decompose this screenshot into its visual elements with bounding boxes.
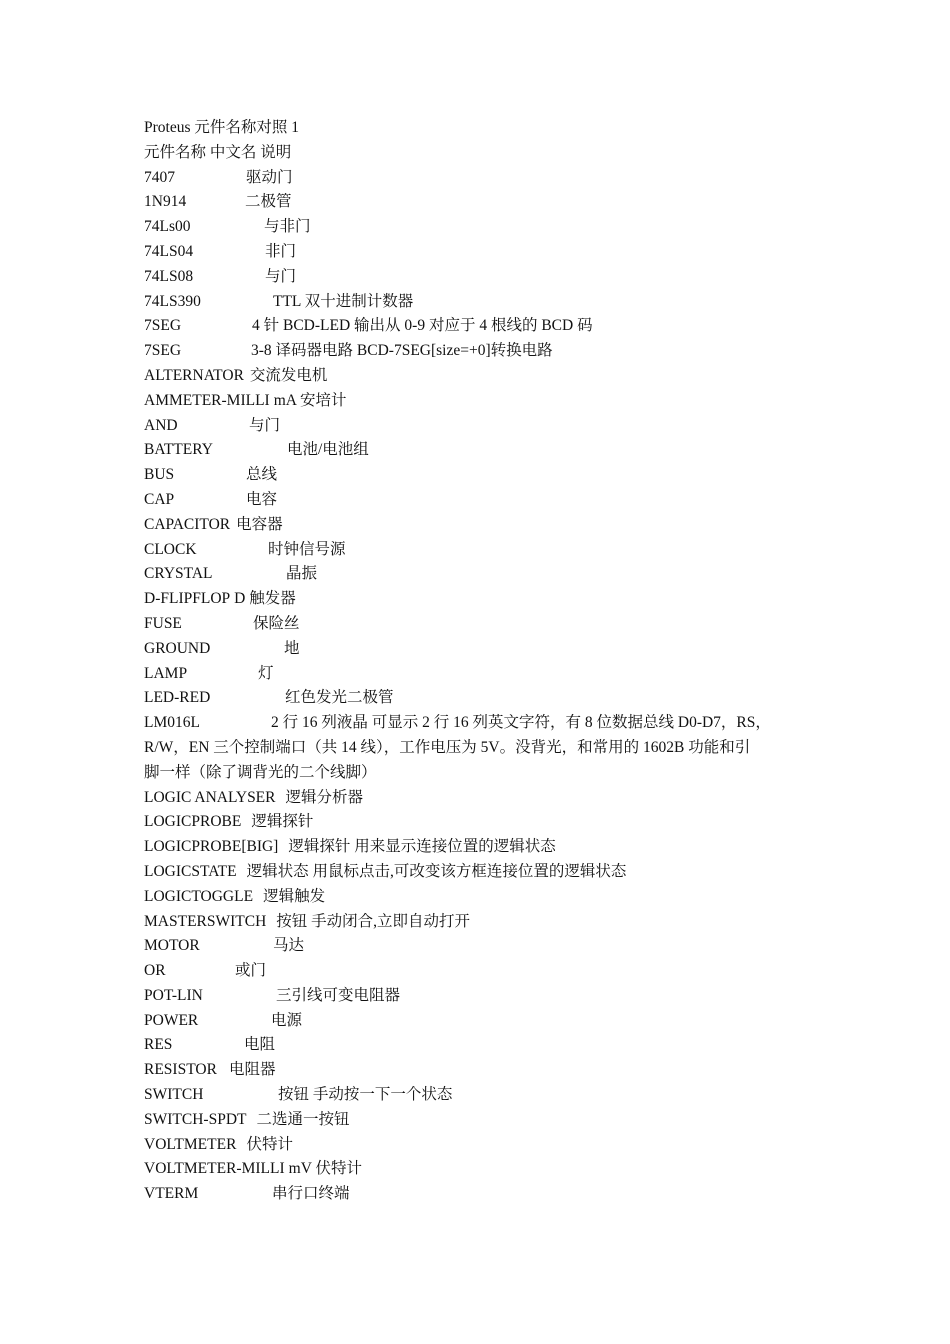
list-item [144,1033,816,1058]
document-body [144,116,816,1207]
component-desc: 伏特计 [246,1135,293,1153]
list-item [144,1058,816,1083]
list-item [144,562,816,587]
component-desc: 保险丝 [253,614,300,632]
component-name: CAPACITOR [144,515,231,533]
component-name: CLOCK [144,540,197,558]
component-name: LED-RED [144,689,211,707]
component-name: LM016L [144,714,200,732]
list-item [144,414,816,439]
component-desc: 逻辑探针 [251,813,314,831]
list-item [144,240,816,265]
component-name: SWITCH [144,1086,204,1104]
list-item [144,364,816,389]
component-name: CAP [144,490,175,508]
component-name: VOLTMETER-MILLI [144,1160,285,1178]
component-name: VOLTMETER [144,1135,237,1153]
component-name: CRYSTAL [144,565,213,583]
component-desc: 三引线可变电阻器 [276,986,401,1004]
component-name: POWER [144,1011,199,1029]
component-name: SWITCH-SPDT [144,1110,247,1128]
component-desc: D 触发器 [234,590,296,608]
component-desc: 逻辑分析器 [285,788,364,806]
component-name: VTERM [144,1185,199,1203]
component-name: BUS [144,466,175,484]
list-item [144,934,816,959]
list-item [144,662,816,687]
component-name: RESISTOR [144,1061,217,1079]
component-desc: 逻辑探针 用来显示连接位置的逻辑状态 [288,838,556,856]
component-name: LOGICPROBE [144,813,242,831]
component-name: MOTOR [144,937,200,955]
component-desc: 4 针 BCD-LED 输出从 0-9 对应于 4 根线的 BCD 码 [252,317,593,335]
list-item [144,711,816,736]
component-name: 1N914 [144,193,187,211]
list-item [144,265,816,290]
list-item-continuation [144,736,816,761]
component-name: AMMETER-MILLI [144,391,270,409]
component-desc: mV 伏特计 [288,1160,362,1178]
component-name: ALTERNATOR [144,366,244,384]
component-desc: 电容器 [236,515,283,533]
component-name: MASTERSWITCH [144,912,267,930]
component-name: 74Ls00 [144,218,191,236]
list-item [144,686,816,711]
list-item [144,1009,816,1034]
list-item [144,1182,816,1207]
component-desc: 地 [284,639,300,657]
component-desc: 马达 [273,937,305,955]
component-name: LAMP [144,664,188,682]
component-desc: 非门 [265,242,297,260]
list-item [144,637,816,662]
component-desc: 总线 [246,466,278,484]
list-item [144,513,816,538]
list-item [144,860,816,885]
list-item [144,215,816,240]
component-desc: 逻辑触发 [263,887,326,905]
component-name: D-FLIPFLOP [144,590,231,608]
component-desc: mA 安培计 [273,391,347,409]
component-desc: 与非门 [264,218,311,236]
column-header: 元件名称 中文名 说明 [144,143,292,161]
list-item [144,166,816,191]
component-name: AND [144,416,178,434]
component-name: 7SEG [144,342,182,360]
component-name: 74LS390 [144,292,201,310]
list-item [144,959,816,984]
component-desc: 驱动门 [246,168,293,186]
component-name: OR [144,962,166,980]
component-desc: 按钮 手动按一下一个状态 [278,1086,453,1104]
list-item [144,538,816,563]
list-item [144,488,816,513]
component-name: BATTERY [144,441,213,459]
component-desc: 脚一样（除了调背光的二个线脚） [144,763,377,781]
component-name: LOGICSTATE [144,862,237,880]
component-desc: 电容 [246,490,278,508]
list-item [144,290,816,315]
component-desc: R/W，EN 三个控制端口（共 14 线），工作电压为 5V。没背光，和常用的 1602B 功能和引 [144,738,751,756]
list-item [144,438,816,463]
component-desc: 3-8 译码器电路 BCD-7SEG[size=+0]转换电路 [251,342,553,360]
list-item [144,1133,816,1158]
list-item [144,587,816,612]
component-name: LOGIC ANALYSER [144,788,276,806]
component-name: RES [144,1036,173,1054]
component-desc: 2 行 16 列液晶 可显示 2 行 16 列英文字符，有 8 位数据总线 D0-D7，RS， [271,714,771,732]
component-desc: 与门 [265,267,297,285]
document-title: Proteus 元件名称对照 1 [144,119,300,136]
component-desc: 交流发电机 [249,366,328,384]
component-desc: 电源 [271,1011,303,1029]
component-desc: 电阻器 [228,1061,276,1079]
component-name: POT-LIN [144,986,203,1004]
list-item [144,835,816,860]
list-item [144,314,816,339]
list-item [144,1157,816,1182]
list-item [144,339,816,364]
component-desc: 灯 [258,664,274,682]
component-desc: 电池/电池组 [287,441,369,459]
list-item [144,190,816,215]
component-name: 74LS08 [144,267,194,285]
list-item [144,910,816,935]
list-item [144,389,816,414]
component-name: LOGICPROBE[BIG] [144,838,279,856]
list-item [144,984,816,1009]
component-desc: 按钮 手动闭合,立即自动打开 [276,912,471,930]
component-name: 7407 [144,168,175,186]
component-desc: 或门 [235,962,267,980]
list-item [144,1083,816,1108]
list-item [144,810,816,835]
component-desc: 晶振 [286,565,318,583]
list-item [144,786,816,811]
component-name: FUSE [144,614,182,632]
list-item-continuation [144,761,816,786]
component-name: 74LS04 [144,242,194,260]
component-desc: 逻辑状态 用鼠标点击,可改变该方框连接位置的逻辑状态 [246,862,627,880]
component-name: GROUND [144,639,211,657]
component-desc: 串行口终端 [272,1185,350,1203]
component-name: LOGICTOGGLE [144,887,254,905]
component-desc: 时钟信号源 [268,540,346,558]
component-desc: 二极管 [245,193,292,211]
component-name: 7SEG [144,317,182,335]
list-item [144,612,816,637]
component-desc: 红色发光二极管 [285,689,394,707]
component-desc: 电阻 [244,1036,276,1054]
component-desc: 与门 [249,416,281,434]
list-item [144,1108,816,1133]
list-item [144,463,816,488]
component-desc: 二选通一按钮 [256,1110,350,1128]
list-item [144,885,816,910]
component-desc: TTL 双十进制计数器 [273,292,414,310]
